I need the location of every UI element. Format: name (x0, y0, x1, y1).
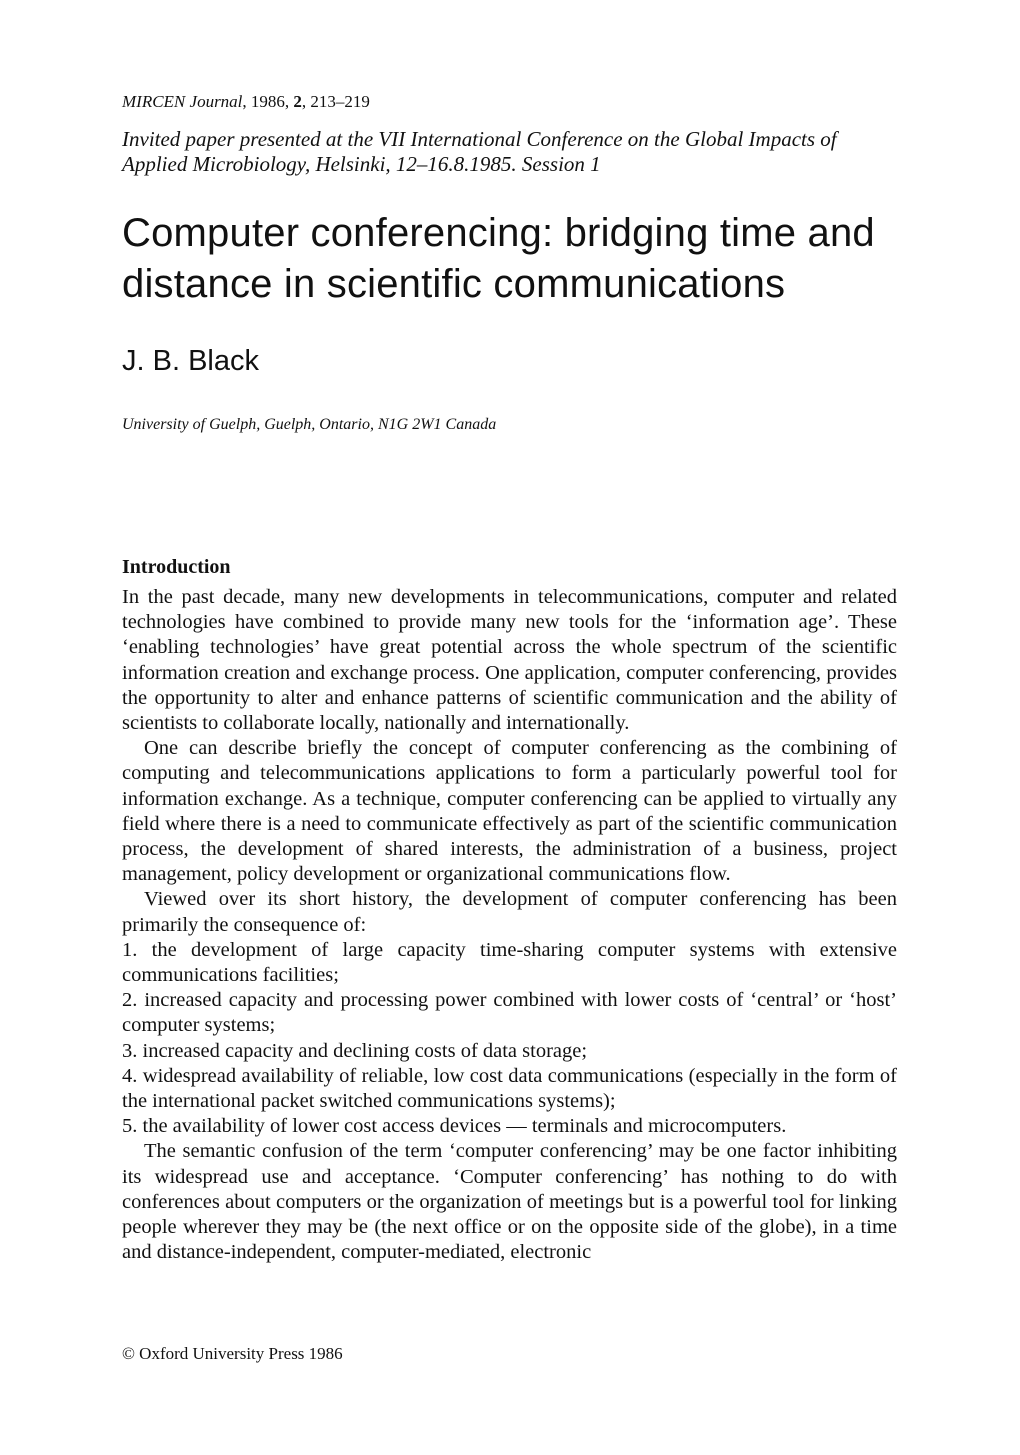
list-item: 5. the availability of lower cost access devices — terminals and microcomputers. (122, 1115, 787, 1138)
journal-name: MIRCEN Journal (122, 92, 243, 111)
citation-year: , 1986, (242, 92, 294, 111)
citation-volume: 2 (293, 92, 302, 111)
list-item: 2. increased capacity and processing power combined with lower costs of ‘central’ or ‘host’ computer systems; (122, 989, 897, 1037)
section-heading: Introduction (122, 556, 231, 578)
author-name: J. B. Black (122, 345, 259, 377)
author-affiliation: University of Guelph, Guelph, Ontario, N1G 2W1 Canada (122, 416, 497, 433)
paragraph: Viewed over its short history, the development of computer conferencing has been primarily the consequence of: (122, 888, 897, 936)
journal-citation (122, 92, 370, 112)
list-item: 1. the development of large capacity time-sharing computer systems with extensive communications facilities; (122, 938, 897, 987)
list-item: 4. widespread availability of reliable, low cost data communications (especially in the form of the international packet switched communications systems); (122, 1064, 897, 1113)
paragraph: One can describe briefly the concept of computer conferencing as the combining of computing and telecommunications applications to form a particularly powerful tool for information exchange. As a technique, computer conferencing can be applied to virtually any field where there is a need to communicate effectively as part of the scientific communication process, the development of shared interests, the administration of a business, project management, policy development or organizational communications flow. (122, 737, 897, 886)
copyright-notice: © Oxford University Press 1986 (122, 1344, 343, 1363)
paragraph: The semantic confusion of the term ‘computer conferencing’ may be one factor inhibiting its widespread use and acceptance. ‘Computer conferencing’ has nothing to do with conferences about computers or the organization of meetings but is a powerful tool for linking people wherever they may be (the next office or on the opposite side of the globe), in a time and distance-independent, computer-mediated, electronic (122, 1140, 897, 1264)
section-body (122, 585, 897, 1265)
list-item: 3. increased capacity and declining costs of data storage; (122, 1039, 588, 1062)
conference-note: Invited paper presented at the VII International Conference on the Global Impacts of Applied Microbiology, Helsinki, 12–16.8.1985. Session 1 (122, 127, 837, 176)
citation-pages: , 213–219 (301, 92, 370, 111)
paper-title: Computer conferencing: bridging time and distance in scientific communications (122, 211, 875, 306)
paragraph: In the past decade, many new developments in telecommunications, computer and related technologies have combined to provide many new tools for the ‘information age’. These ‘enabling technologies’ have great potential across the whole spectrum of the scientific information creation and exchange process. One application, computer conferencing, provides the opportunity to alter and enhance patterns of scientific communication and the ability of scientists to collaborate locally, nationally and internationally. (122, 586, 897, 735)
